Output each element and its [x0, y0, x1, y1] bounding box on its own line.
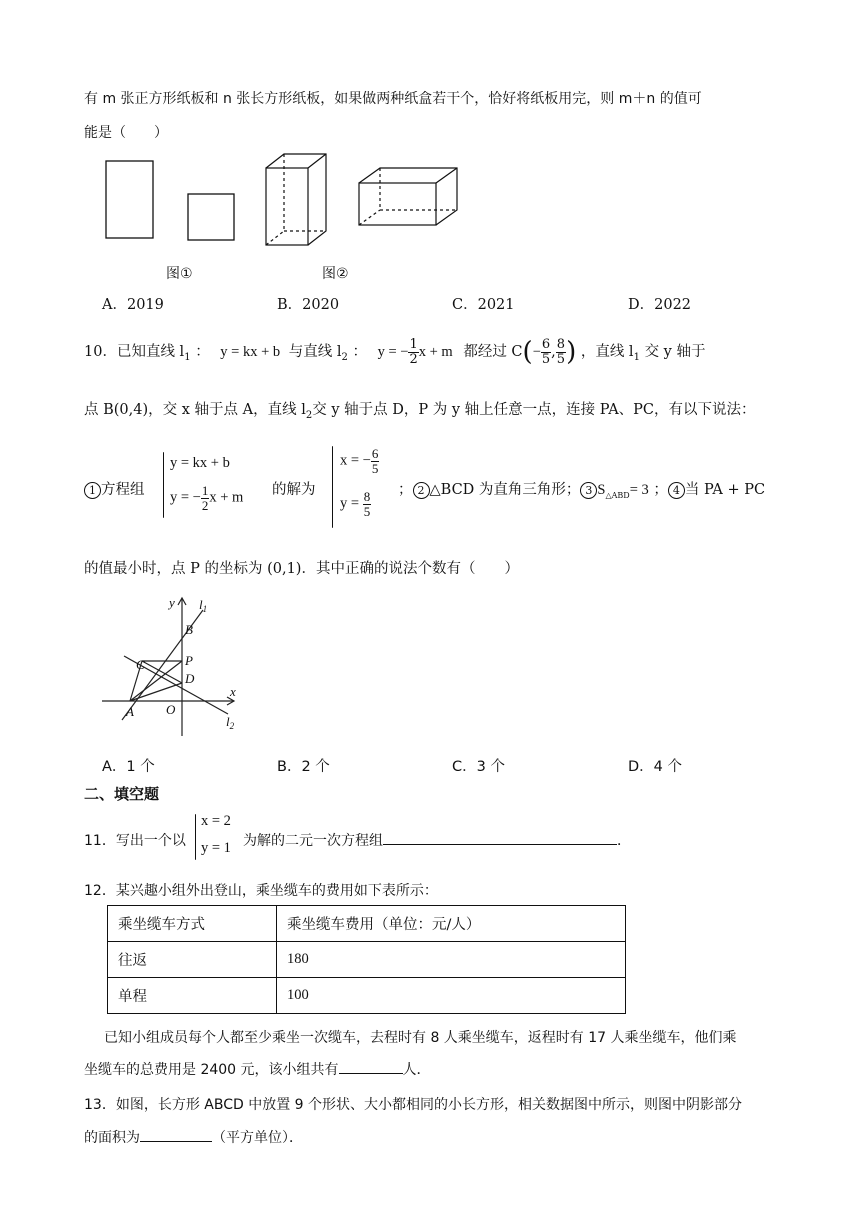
- q13-line2-a: 的面积为: [84, 1130, 140, 1146]
- sys2-den: 2: [201, 497, 209, 513]
- s1-mid: 的解为: [272, 482, 316, 498]
- q9-figures: [95, 148, 475, 288]
- flat-box: [359, 168, 457, 225]
- table-cell: 单程: [108, 978, 277, 1014]
- system-brace: [163, 452, 164, 518]
- label-d: D: [185, 671, 195, 686]
- q13-answer-blank[interactable]: [140, 1141, 212, 1142]
- q9-line1: 有 m 张正方形纸板和 n 张长方形纸板，如果做两种纸盒若干个，恰好将纸板用完，则 m＋n 的值可: [84, 91, 702, 107]
- label-l1: $l_1$: [199, 597, 208, 614]
- q10-eq1: y = kx + b: [220, 344, 281, 360]
- table-cell: 100: [277, 978, 626, 1014]
- q11-end: ．: [617, 833, 631, 849]
- q10-option-b[interactable]: B．2 个: [277, 759, 330, 775]
- q10-pass: 都经过 C: [463, 344, 523, 360]
- q10-option-d[interactable]: D．4 个: [628, 759, 682, 775]
- fig1-label: 图①: [166, 266, 193, 282]
- solx-den: 5: [371, 460, 379, 476]
- circle-2: 2: [413, 482, 430, 499]
- q10-and: 与直线 l: [288, 344, 342, 360]
- section-title: 二、填空题: [84, 785, 160, 803]
- paren-open: (: [522, 337, 533, 367]
- q9-option-c[interactable]: C．2021: [452, 297, 515, 313]
- q11-x: x = 2: [201, 813, 231, 829]
- table-row: [108, 942, 626, 978]
- sys2-post: x + m: [209, 489, 244, 506]
- segment-ad: [130, 683, 182, 701]
- solution-y: [340, 490, 371, 518]
- q11-answer-blank[interactable]: [383, 844, 617, 845]
- half-fraction: [408, 338, 418, 366]
- solx-num: 6: [371, 446, 379, 461]
- q10-line2-a: 点 B(0,4)，交 x 轴于点 A，直线 l: [84, 402, 306, 418]
- table-header-cell: 乘坐缆车费用（单位：元/人）: [277, 906, 626, 942]
- q9-option-b[interactable]: B．2020: [277, 297, 340, 313]
- q9-option-a[interactable]: A．2019: [102, 297, 164, 313]
- label-y: y: [169, 595, 175, 610]
- long-rectangle-board: [106, 161, 153, 238]
- q10-number: 10．: [84, 344, 117, 360]
- segment-cd: [142, 661, 182, 683]
- cx-num: 6: [541, 336, 551, 352]
- label-a: A: [126, 704, 134, 719]
- q12-text2-a: 坐缆车的总费用是 2400 元，该小组共有: [84, 1062, 339, 1078]
- q10-sub1b: 1: [633, 351, 640, 363]
- q10-option-c[interactable]: C．3 个: [452, 759, 505, 775]
- label-p: P: [185, 653, 193, 668]
- s1-text: 方程组: [101, 482, 145, 498]
- label-x: x: [230, 684, 236, 699]
- table-cell: 往返: [108, 942, 277, 978]
- cx-fraction: [541, 338, 551, 366]
- statement-1: [84, 478, 145, 499]
- sys2-num: 1: [201, 483, 209, 498]
- label-o: O: [166, 702, 176, 717]
- cx-den: 5: [541, 351, 551, 367]
- circle-4: 4: [668, 482, 685, 499]
- solx-frac: [371, 447, 380, 475]
- table-header-row: [108, 906, 626, 942]
- q11-y: y = 1: [201, 840, 231, 856]
- q10-line1: 10．已知直线 $l_1$ ： y = kx + b 与直线 $l_2$ ： y = − $\frac{1}{2}$ x + m 都经过 C(− $\frac{6}{5}$ , $\frac{8}{5}$ ) ，直线 $l_1$ 交 y 轴于: [84, 336, 706, 367]
- q10-graph: [96, 590, 256, 740]
- q9-option-d[interactable]: D．2022: [628, 297, 692, 313]
- cy-den: 5: [556, 351, 566, 367]
- q10-line2-b: 交 y 轴于点 D，P 为 y 轴上任意一点，连接 PA、PC，有以下说法：: [312, 402, 756, 418]
- q11-pre: 11．写出一个以: [84, 833, 186, 849]
- solx-pre: x = −: [340, 452, 371, 469]
- q10-sub2: 2: [341, 351, 348, 363]
- label-c: C: [136, 657, 145, 672]
- frac-num: 1: [409, 336, 418, 352]
- q10-eq2-pre: y = −: [377, 344, 409, 360]
- q10-option-a[interactable]: A．1 个: [102, 759, 155, 775]
- soly-pre: y =: [340, 495, 360, 512]
- upright-box: [266, 154, 326, 245]
- soly-num: 8: [363, 489, 371, 504]
- q10-colon2: ：: [352, 344, 367, 360]
- statements-2-4: ； 2 △BCD 为直角三角形； 3 $S_{\triangle ABD}= 3$ ； 4 当 PA + PC: [398, 482, 766, 500]
- q11-brace: [195, 814, 196, 860]
- label-b: B: [185, 622, 193, 637]
- q9-line2: 能是（ ）: [84, 125, 168, 141]
- q12-text2: [84, 1059, 431, 1079]
- q12-text2-end: 人．: [402, 1062, 431, 1078]
- s3-eq: = 3: [629, 482, 649, 498]
- system-eq1: y = kx + b: [170, 455, 230, 471]
- q12-text1: 已知小组成员每个人都至少乘坐一次缆车，去程时有 8 人乘坐缆车，返程时有 17 人乘坐缆车，他们乘: [104, 1030, 737, 1046]
- q10-sub2b: 2: [305, 409, 313, 421]
- q10-colon: ：: [195, 344, 210, 360]
- table-cell: 180: [277, 942, 626, 978]
- system-eq2: [170, 484, 243, 512]
- sys2-pre: y = −: [170, 489, 201, 506]
- q13-line2-end: （平方单位）．: [212, 1130, 303, 1146]
- soly-den: 5: [363, 503, 371, 519]
- circle-1: 1: [84, 482, 101, 499]
- cy-num: 8: [556, 336, 566, 352]
- circle-3: 3: [580, 482, 597, 499]
- q12-intro: 12．某兴趣小组外出登山，乘坐缆车的费用如下表所示：: [84, 883, 438, 899]
- q12-answer-blank[interactable]: [339, 1073, 403, 1074]
- cx-sign: −: [532, 344, 541, 360]
- q10-line2: [84, 398, 756, 421]
- q11-post: [243, 830, 631, 850]
- q10-after-c: ，直线 l: [580, 344, 634, 360]
- s3-text: S: [597, 482, 606, 498]
- solution-brace: [332, 446, 333, 528]
- s2-text: △BCD 为直角三角形；: [429, 482, 581, 498]
- label-l2: $l_2$: [226, 714, 235, 731]
- frac-den: 2: [409, 351, 418, 367]
- table-header-cell: 乘坐缆车方式: [108, 906, 277, 942]
- q10-sub1: 1: [184, 351, 191, 363]
- s4-text: 当 PA + PC: [684, 482, 766, 498]
- q10-part-a: 已知直线 l: [116, 344, 185, 360]
- soly-frac: [363, 490, 372, 518]
- fig2-label: 图②: [322, 266, 349, 282]
- q10-after-c2: 交 y 轴于: [644, 344, 706, 360]
- cy-fraction: [556, 338, 566, 366]
- paren-close: ): [566, 337, 577, 367]
- solution-x: [340, 447, 379, 475]
- square-board: [188, 194, 234, 240]
- s3-sub: △ABD: [605, 490, 630, 500]
- fare-table: [107, 905, 626, 1014]
- q13-line1: 13．如图，长方形 ABCD 中放置 9 个形状、大小都相同的小长方形，相关数据图中所示，则图中阴影部分: [84, 1097, 743, 1113]
- table-row: [108, 978, 626, 1014]
- q11-post-text: 为解的二元一次方程组: [243, 833, 383, 849]
- q10-line4: 的值最小时，点 P 的坐标为 (0,1)．其中正确的说法个数有（ ）: [84, 561, 519, 577]
- q10-eq2-post: x + m: [418, 344, 453, 360]
- q13-line2: [84, 1127, 303, 1147]
